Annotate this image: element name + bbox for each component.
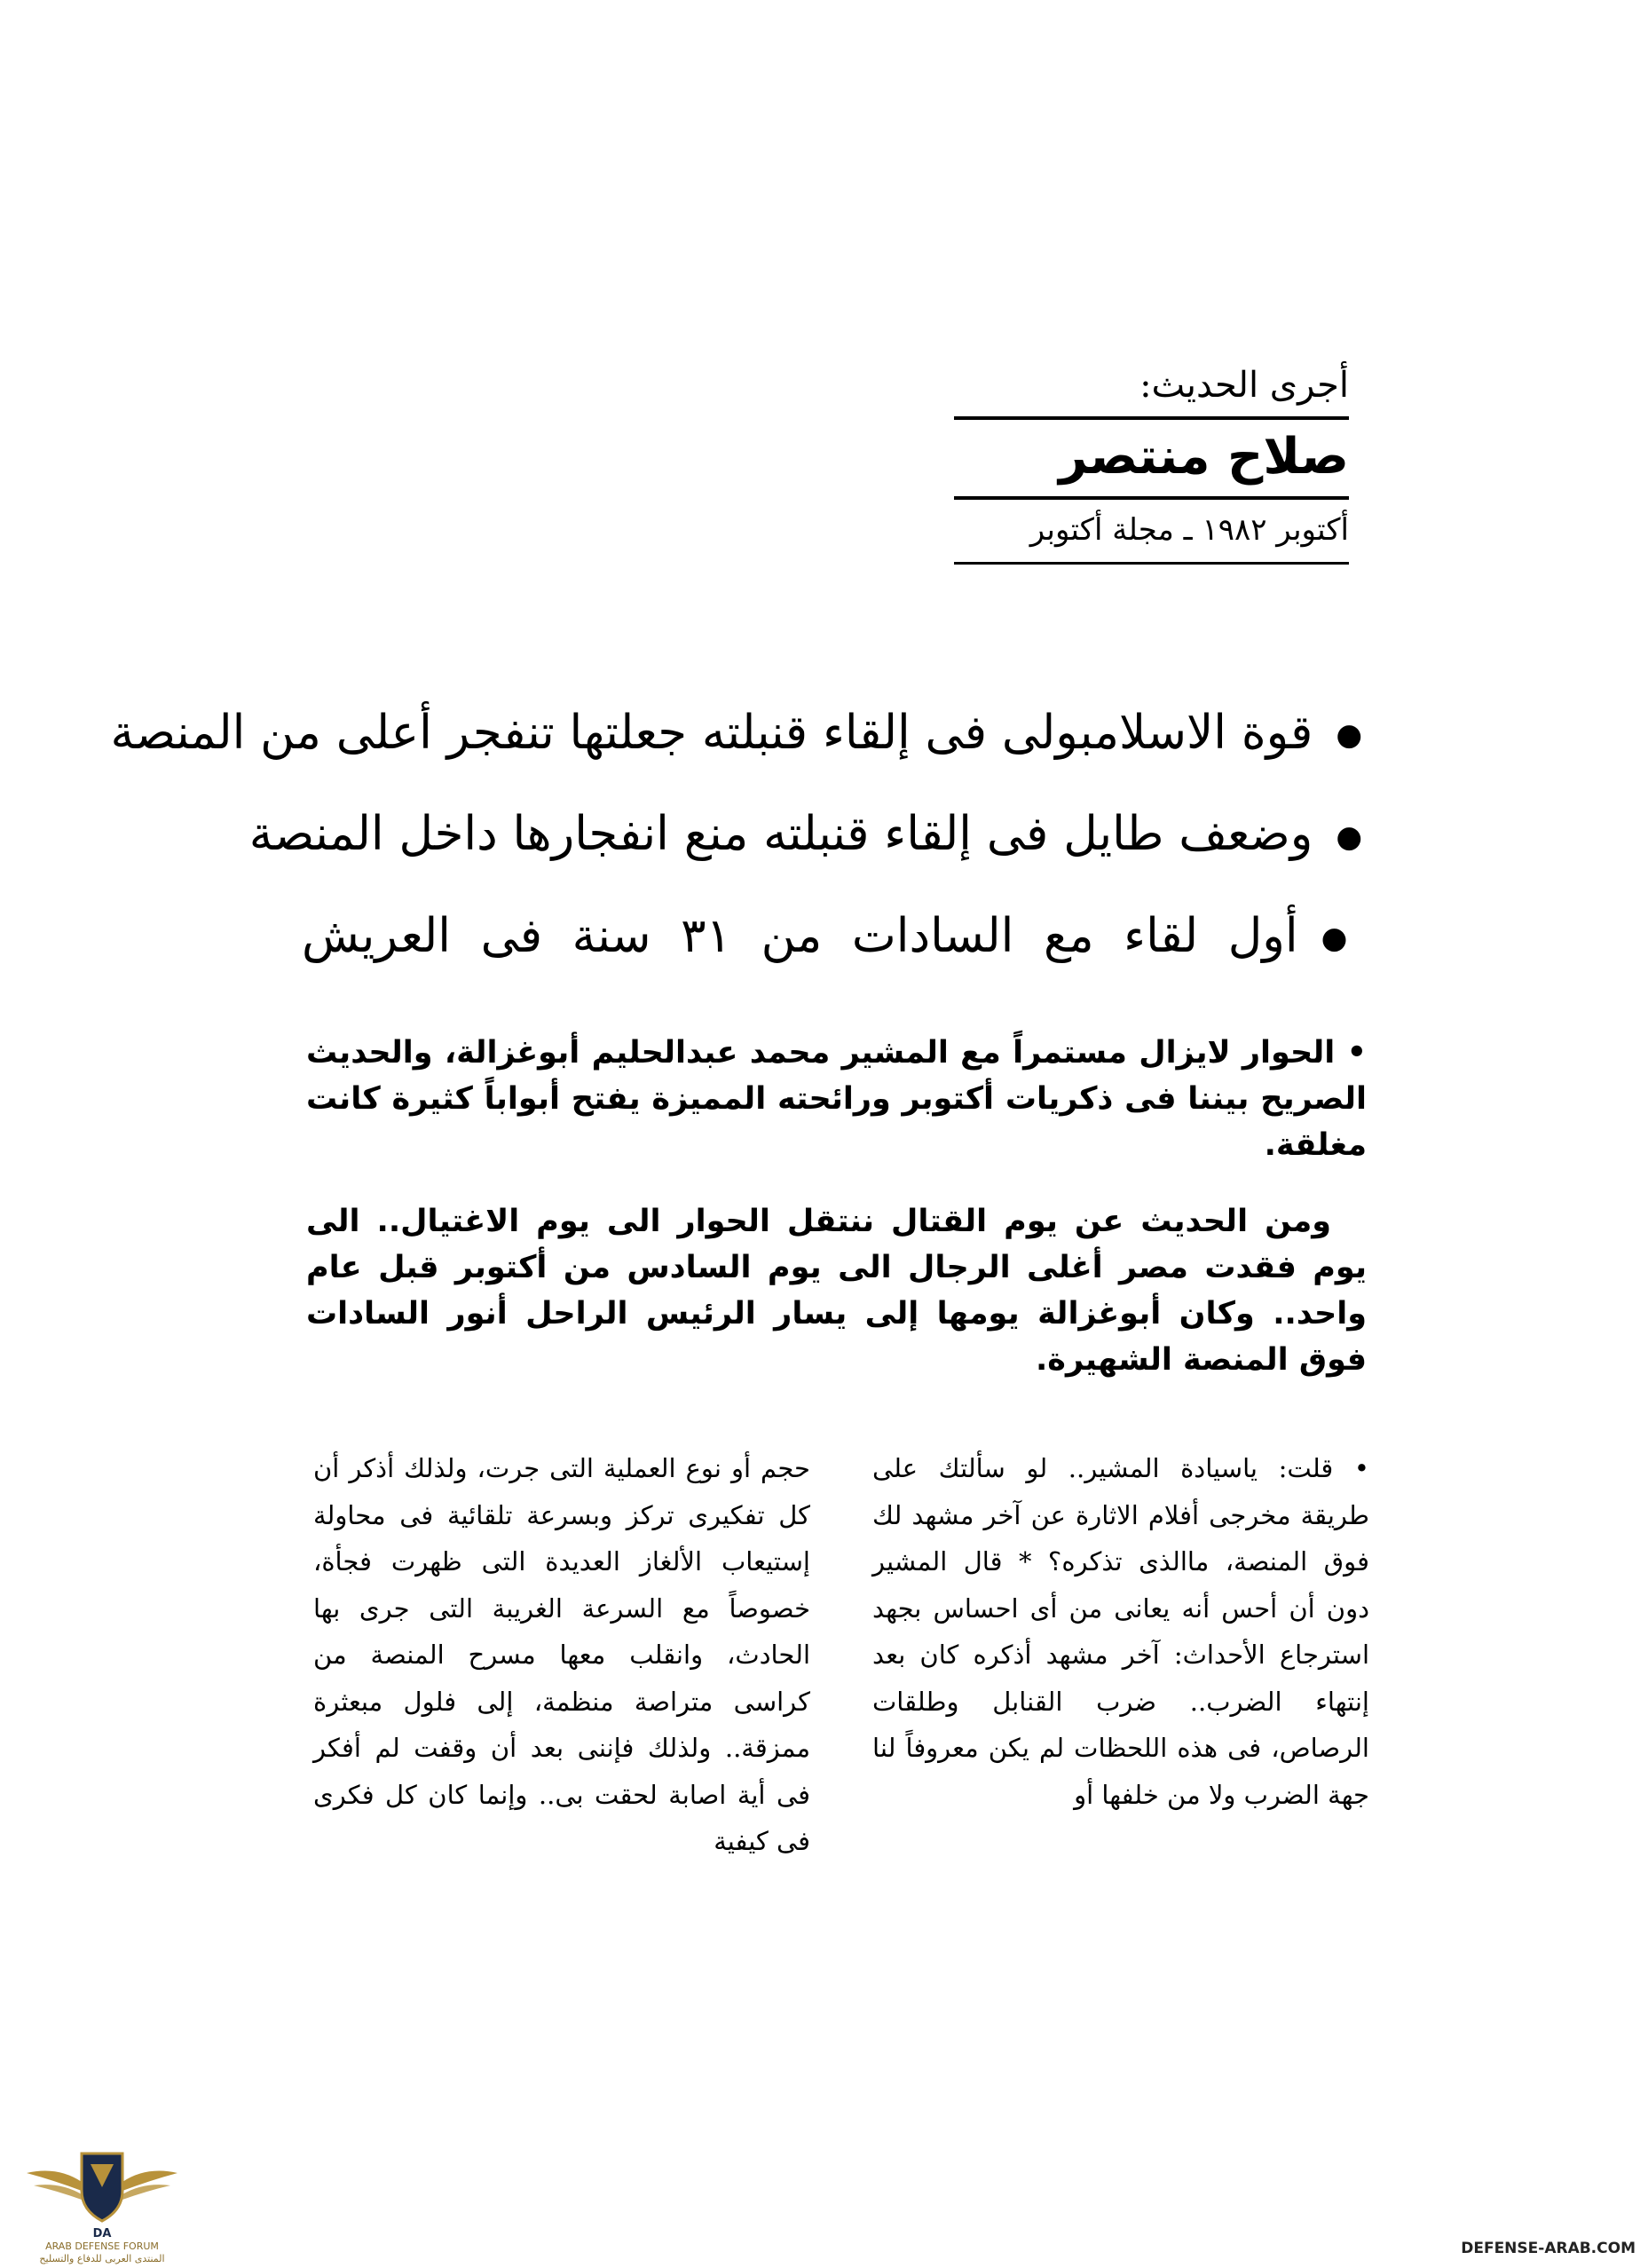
highlight-item: ●وضعف طايل فى إلقاء قنبلته منع انفجارها داخل المنصة <box>248 807 1362 862</box>
intro-paragraph: ومن الحديث عن يوم القتال ننتقل الحوار الى يوم الاغتيال.. الى يوم فقدت مصر أغلى الرجال الى يوم السادس من أكتوبر قبل عام واحد.. وكان أبوغزالة يومها إلى يسار الرئيس الراحل أنور السادات فوق المنصة الشهيرة. <box>306 1204 1367 1378</box>
column-right <box>872 1445 1369 1818</box>
byline <box>954 360 1349 568</box>
arab-defense-forum-logo <box>18 2146 186 2262</box>
byline-rule-top <box>954 416 1349 420</box>
bullet-icon: ● <box>1321 921 1362 957</box>
intro-text <box>306 1030 1367 1413</box>
column-left-text: حجم أو نوع العملية التى جرت، ولذلك أذكر أن كل تفكيرى تركز وبسرعة تلقائية فى محاولة إستيعاب الألغاز العديدة التى ظهرت فجأة، خصوصاً مع السرعة الغريبة التى جرى بها الحادث، وانقلب معها مسرح المنصة من كراسى متراصة منظمة، إلى فلول مبعثرة ممزقة.. ولذلك فإننى بعد أن وقفت لم أفكر فى أية اصابة لحقت بى.. وإنما كان كل فكرى فى كيفية <box>313 1453 810 1856</box>
column-right-text: • قلت: ياسيادة المشير.. لو سألتك على طريقة مخرجى أفلام الاثارة عن آخر مشهد لك فوق المنصة، ماالذى تذكره؟ * قال المشير دون أن أحس أنه يعانى من أى احساس بجهد استرجاع الأحداث: آخر مشهد أذكره كان بعد إنتهاء الضرب.. ضرب القنابل وطلقات الرصاص، فى هذه اللحظات لم يكن معروفاً لنا جهة الضرب ولا من خلفها أو <box>872 1453 1369 1810</box>
byline-author: صلاح منتصر <box>1059 428 1349 486</box>
bullet-icon: ● <box>1336 717 1362 754</box>
shield-wings-icon <box>18 2146 186 2228</box>
byline-label: أجرى الحديث: <box>1139 365 1349 406</box>
intro-paragraph: • الحوار لايزال مستمراً مع المشير محمد عبدالحليم أبوغزالة، والحديث الصريح بيننا فى ذكريات أكتوبر ورائحته المميزة يفتح أبواباً كثيرة كانت مغلقة. <box>306 1035 1367 1163</box>
byline-rule-end <box>954 562 1349 565</box>
column-left <box>313 1445 810 1865</box>
byline-dateline: أكتوبر ١٩٨٢ ـ مجلة أكتوبر <box>1029 512 1349 548</box>
headline-highlights <box>110 684 1362 988</box>
highlight-item: ●قوة الاسلامبولى فى إلقاء قنبلته جعلتها تنفجر أعلى من المنصة <box>110 706 1362 760</box>
logo-caption: DA ARAB DEFENSE FORUM المنتدى العربى للدفاع والتسليح <box>39 2227 165 2264</box>
bullet-icon: ● <box>1336 818 1362 855</box>
site-watermark: DEFENSE-ARAB.COM <box>1461 2240 1636 2257</box>
highlight-item: ●أول لقاء مع السادات من ٣١ سنة فى العريش <box>302 908 1362 963</box>
byline-rule-bottom <box>954 496 1349 500</box>
